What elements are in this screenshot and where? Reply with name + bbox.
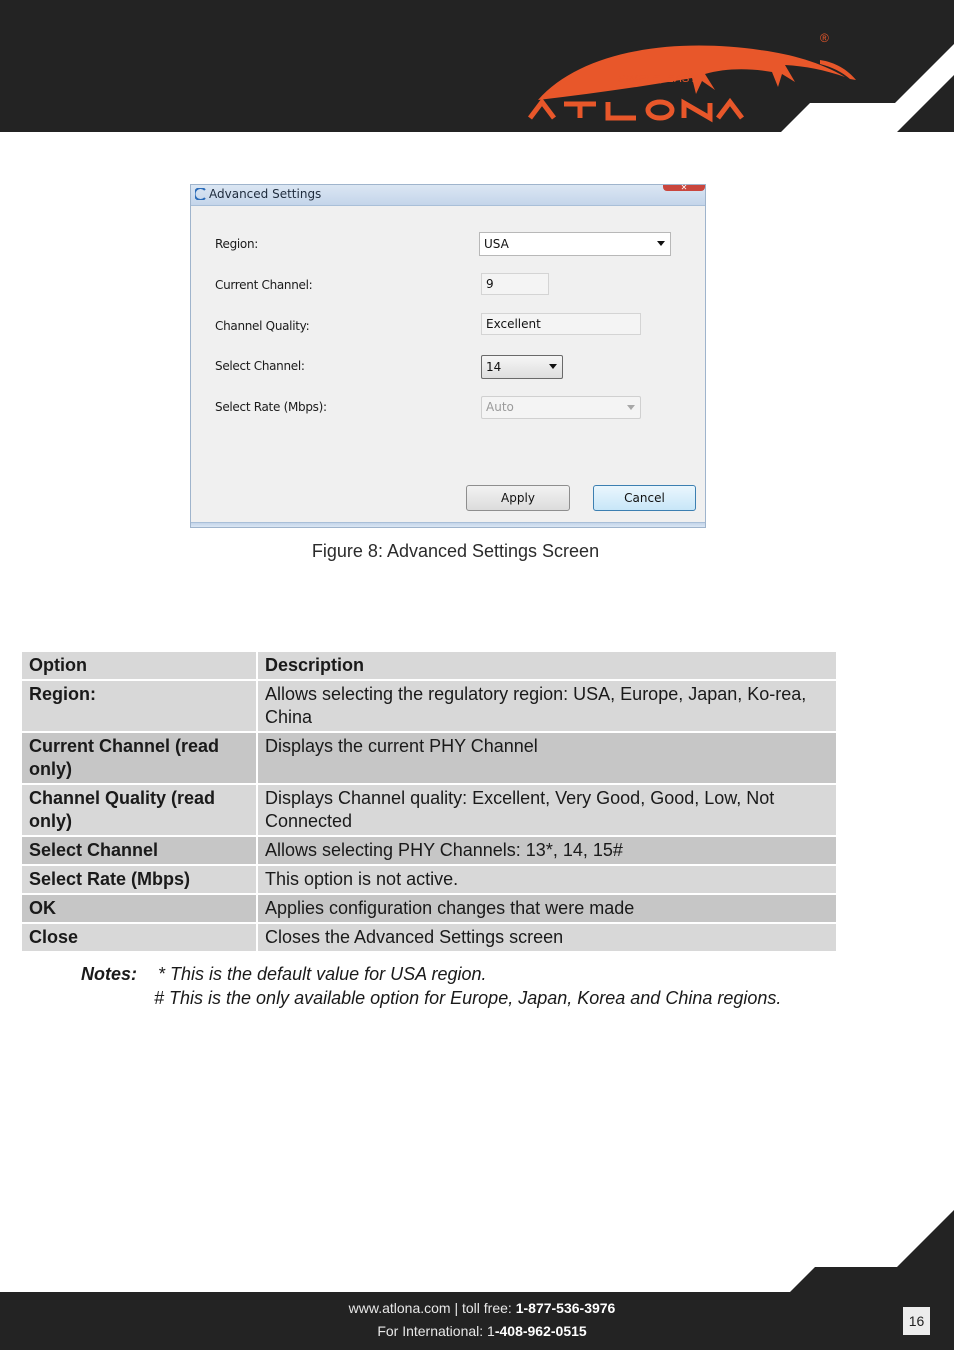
description-cell: Displays Channel quality: Excellent, Very Good, Good, Low, Not Connected [258, 785, 836, 835]
chevron-down-icon [549, 364, 557, 369]
footer-international-line [0, 1323, 954, 1339]
notes-section [81, 962, 781, 1010]
select-channel-dropdown[interactable] [481, 355, 563, 379]
chevron-down-icon [627, 405, 635, 410]
note-only-option: # This is the only available option for Europe, Japan, Korea and China regions. [154, 988, 782, 1008]
option-cell: Select Rate (Mbps) [22, 866, 258, 893]
option-cell: Select Channel [22, 837, 258, 864]
option-cell: Close [22, 924, 258, 951]
select-channel-value: 14 [486, 360, 502, 374]
select-rate-label: Select Rate (Mbps): [215, 400, 327, 414]
international-label: For International: 1 [377, 1323, 495, 1339]
current-channel-field: 9 [481, 273, 549, 295]
select-rate-dropdown [481, 396, 641, 419]
region-value: USA [484, 237, 509, 251]
channel-quality-field: Excellent [481, 313, 641, 335]
advanced-settings-dialog [190, 184, 706, 528]
page-number: 16 [903, 1307, 930, 1335]
current-channel-label: Current Channel: [215, 278, 313, 292]
international-number: -408-962-0515 [494, 1323, 587, 1339]
description-cell: Displays the current PHY Channel [258, 733, 836, 783]
logo-tagline: SIMPLE, EASY [618, 73, 698, 85]
notes-label: Notes: [81, 964, 138, 984]
note-default: * This is the default value for USA region. [158, 964, 487, 984]
region-select[interactable] [479, 232, 671, 256]
toll-free-label: | toll free: [450, 1300, 516, 1316]
footer-contact-line [0, 1300, 954, 1316]
option-cell: Current Channel (read only) [22, 733, 258, 783]
description-cell: Applies configuration changes that were made [258, 895, 836, 922]
page-header [0, 0, 954, 132]
table-row [22, 924, 836, 951]
select-channel-label: Select Channel: [215, 359, 305, 373]
header-description: Description [258, 652, 836, 679]
region-label: Region: [215, 237, 259, 251]
description-cell: This option is not active. [258, 866, 836, 893]
table-row [22, 837, 836, 864]
close-icon[interactable]: ✕ [663, 185, 705, 191]
description-cell: Closes the Advanced Settings screen [258, 924, 836, 951]
option-cell: OK [22, 895, 258, 922]
table-row [22, 895, 836, 922]
channel-quality-label: Channel Quality: [215, 319, 310, 333]
registered-mark: ® [820, 31, 829, 45]
dialog-title: Advanced Settings [209, 187, 322, 201]
chevron-down-icon [657, 241, 665, 246]
header-option: Option [22, 652, 258, 679]
option-cell: Region: [22, 681, 258, 731]
apply-button[interactable]: Apply [466, 485, 570, 511]
table-row [22, 733, 836, 783]
toll-free-number: 1-877-536-3976 [515, 1300, 616, 1316]
cancel-button[interactable]: Cancel [593, 485, 696, 511]
select-rate-value: Auto [486, 400, 514, 414]
table-header-row [22, 652, 836, 679]
dialog-bottom-border [191, 522, 705, 527]
app-icon [195, 188, 207, 200]
option-cell: Channel Quality (read only) [22, 785, 258, 835]
options-table [22, 650, 836, 953]
description-cell: Allows selecting the regulatory region: USA, Europe, Japan, Ko-rea, China [258, 681, 836, 731]
figure-caption: Figure 8: Advanced Settings Screen [311, 541, 600, 561]
table-row [22, 785, 836, 835]
website-link[interactable]: www.atlona.com [348, 1300, 451, 1316]
table-row [22, 681, 836, 731]
table-row [22, 866, 836, 893]
dialog-titlebar [191, 185, 705, 206]
description-cell: Allows selecting PHY Channels: 13*, 14, 15# [258, 837, 836, 864]
